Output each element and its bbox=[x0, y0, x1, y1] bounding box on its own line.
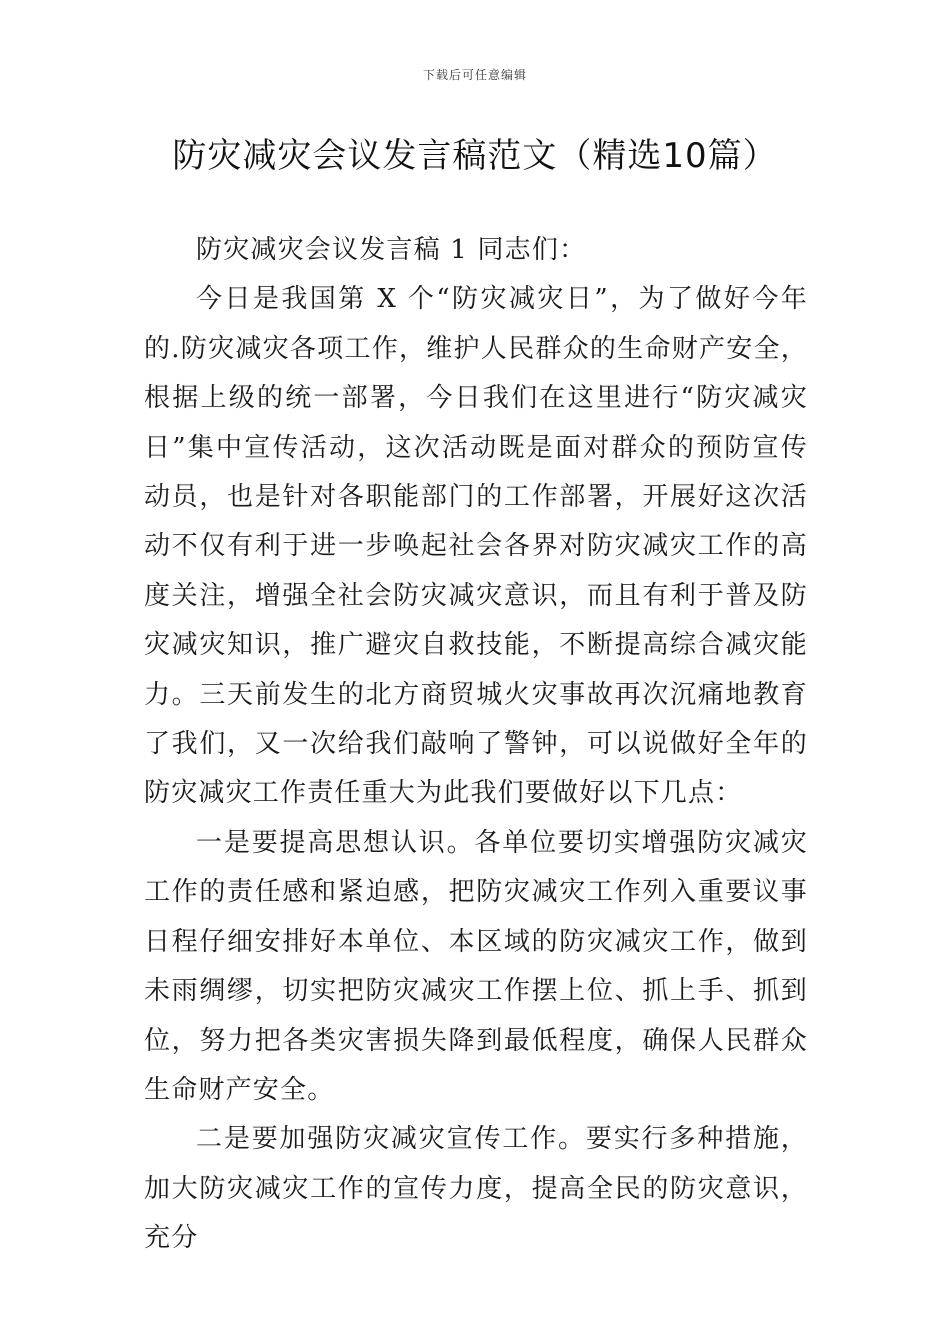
paragraph-salutation: 防灾减灾会议发言稿 1 同志们： bbox=[196, 235, 587, 265]
document-body bbox=[144, 226, 808, 1264]
header-note: 下载后可任意编辑 bbox=[422, 68, 527, 82]
paragraph-intro: 今日是我国第 X 个“防灾减灾日”，为了做好今年的.防灾减灾各项工作，维护人民群众的生命财产安全，根据上级的统一部署，今日我们在这里进行“防灾减灾日”集中宣传活动，这次活动既是面对群众的预防宣传动员，也是针对各职能部门的工作部署，开展好这次活动不仅有利于进一步唤起社会各界对防灾减灾工作的高度关注，增强全社会防灾减灾意识，而且有利于普及防灾减灾知识，推广避灾自救技能，不断提高综合减灾能力。三天前发生的北方商贸城火灾事故再次沉痛地教育了我们，又一次给我们敲响了警钟，可以说做好全年的防灾减灾工作责任重大为此我们要做好以下几点： bbox=[144, 284, 808, 809]
document-title: 防灾减灾会议发言稿范文（精选10篇） bbox=[172, 136, 778, 176]
paragraph-point-one: 一是要提高思想认识。各单位要切实增强防灾减灾工作的责任感和紧迫感，把防灾减灾工作列入重要议事日程仔细安排好本单位、本区域的防灾减灾工作，做到未雨绸缪，切实把防灾减灾工作摆上位、抓上手、抓到位，努力把各类灾害损失降到最低程度，确保人民群众生命财产安全。 bbox=[144, 827, 808, 1105]
paragraph-point-two: 二是要加强防灾减灾宣传工作。要实行多种措施，加大防灾减灾工作的宣传力度，提高全民的防灾意识，充分 bbox=[144, 1124, 808, 1254]
